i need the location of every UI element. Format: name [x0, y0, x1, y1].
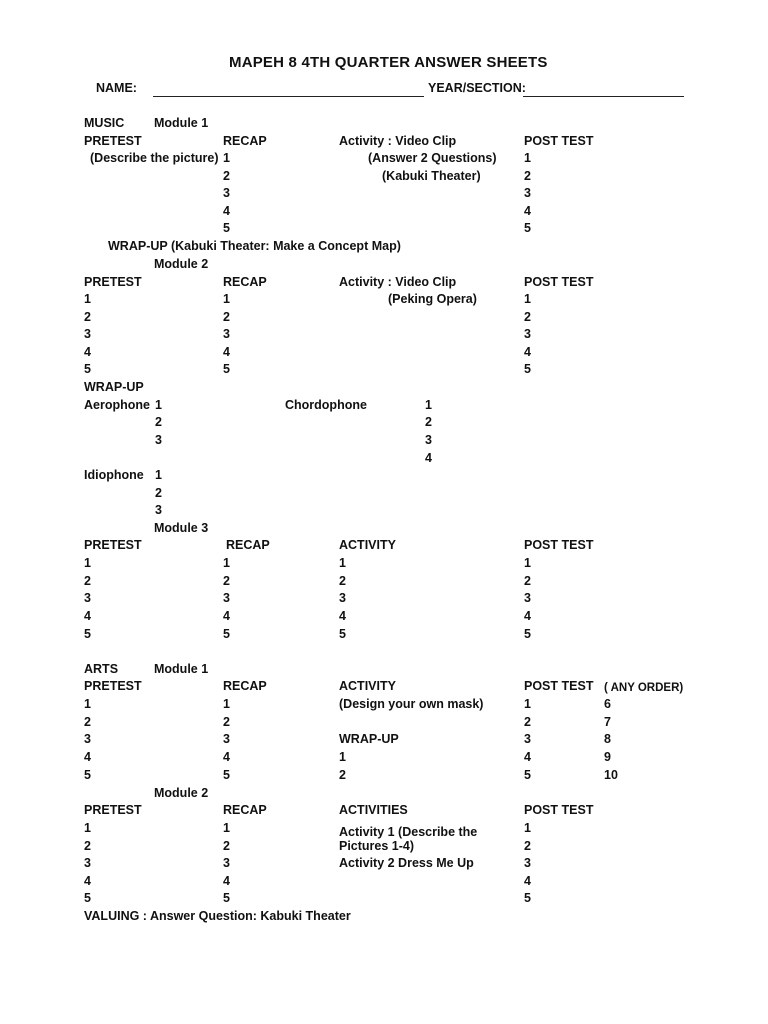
music-m2-recap-item: 2 — [223, 310, 230, 324]
music-m1-recap-item: 5 — [223, 221, 230, 235]
arts-m1-recap-heading: RECAP — [223, 679, 267, 693]
arts-m1-pretest-item: 5 — [84, 768, 91, 782]
music-m3-posttest-item: 4 — [524, 609, 531, 623]
music-m1-title: Module 1 — [154, 116, 209, 130]
arts-m2-posttest-item: 2 — [524, 839, 531, 853]
music-m3-pretest-item: 3 — [84, 591, 91, 605]
music-m2-pretest-item: 2 — [84, 310, 91, 324]
music-m2-wrapup: WRAP-UP — [84, 380, 144, 394]
idiophone-item: 1 — [155, 468, 162, 482]
music-m2-pretest-item: 3 — [84, 327, 91, 341]
music-m1-activity-note: (Answer 2 Questions) — [368, 151, 497, 165]
music-m1-posttest-heading: POST TEST — [524, 134, 594, 148]
music-m1-recap-heading: RECAP — [223, 134, 267, 148]
arts-m2-activity2: Activity 2 Dress Me Up — [339, 856, 474, 870]
music-m1-posttest-item: 1 — [524, 151, 531, 165]
year-section-blank-line — [523, 96, 684, 97]
arts-m1-posttest-item: 1 — [524, 697, 531, 711]
arts-m2-recap-item: 4 — [223, 874, 230, 888]
year-section-label: YEAR/SECTION: — [428, 81, 526, 95]
music-m3-activity-item: 5 — [339, 627, 346, 641]
music-m2-pretest-item: 4 — [84, 345, 91, 359]
music-m3-activity-item: 3 — [339, 591, 346, 605]
arts-m2-posttest-item: 5 — [524, 891, 531, 905]
name-blank-line — [153, 96, 424, 97]
chordophone-item: 1 — [425, 398, 432, 412]
arts-m2-recap-item: 1 — [223, 821, 230, 835]
arts-m1-posttest-item: 4 — [524, 750, 531, 764]
arts-m1-wrapup-item: 2 — [339, 768, 346, 782]
music-m3-pretest-item: 4 — [84, 609, 91, 623]
music-m3-pretest-item: 1 — [84, 556, 91, 570]
arts-m2-recap-item: 3 — [223, 856, 230, 870]
music-m2-posttest-item: 3 — [524, 327, 531, 341]
arts-m2-pretest-item: 1 — [84, 821, 91, 835]
arts-label: ARTS — [84, 662, 119, 676]
music-m1-posttest-item: 3 — [524, 186, 531, 200]
music-m3-posttest-item: 1 — [524, 556, 531, 570]
music-m2-title: Module 2 — [154, 257, 209, 271]
page-title: MAPEH 8 4TH QUARTER ANSWER SHEETS — [229, 54, 548, 71]
music-m3-recap-item: 5 — [223, 627, 230, 641]
arts-m1-posttest-item: 5 — [524, 768, 531, 782]
music-m3-recap-item: 3 — [223, 591, 230, 605]
arts-m1-pretest-item: 3 — [84, 732, 91, 746]
arts-m1-pretest-item: 1 — [84, 697, 91, 711]
arts-m1-any-order-item: 7 — [604, 715, 611, 729]
arts-m1-recap-item: 2 — [223, 715, 230, 729]
music-m2-posttest-item: 4 — [524, 345, 531, 359]
aerophone-item: 1 — [155, 398, 162, 412]
music-m3-pretest-item: 5 — [84, 627, 91, 641]
arts-m1-posttest-item: 2 — [524, 715, 531, 729]
arts-m2-valuing: VALUING : Answer Question: Kabuki Theater — [84, 909, 351, 923]
chordophone-item: 3 — [425, 433, 432, 447]
chordophone-item: 2 — [425, 415, 432, 429]
idiophone-item: 2 — [155, 486, 162, 500]
arts-m1-pretest-heading: PRETEST — [84, 679, 142, 693]
arts-m1-posttest-heading: POST TEST — [524, 679, 594, 693]
arts-m1-recap-item: 1 — [223, 697, 230, 711]
arts-m1-recap-item: 5 — [223, 768, 230, 782]
music-m1-posttest-item: 5 — [524, 221, 531, 235]
arts-m1-pretest-item: 4 — [84, 750, 91, 764]
music-m2-pretest-item: 5 — [84, 362, 91, 376]
arts-m2-pretest-item: 5 — [84, 891, 91, 905]
arts-m2-activity1: Pictures 1-4) — [339, 839, 415, 853]
arts-m1-recap-item: 4 — [223, 750, 230, 764]
arts-m1-pretest-item: 2 — [84, 715, 91, 729]
music-m3-title: Module 3 — [154, 521, 209, 535]
music-m3-activity-heading: ACTIVITY — [339, 538, 396, 552]
arts-m2-recap-heading: RECAP — [223, 803, 267, 817]
music-m2-posttest-item: 5 — [524, 362, 531, 376]
music-m1-pretest-note: (Describe the picture) — [90, 151, 219, 165]
music-m2-posttest-item: 1 — [524, 292, 531, 306]
music-m3-activity-item: 1 — [339, 556, 346, 570]
music-m2-pretest-item: 1 — [84, 292, 91, 306]
aerophone-label: Aerophone — [84, 398, 150, 412]
music-m2-pretest-heading: PRETEST — [84, 275, 142, 289]
arts-m2-activity1: Activity 1 (Describe the — [339, 825, 478, 839]
music-m1-recap-item: 2 — [223, 169, 230, 183]
music-m3-recap-item: 4 — [223, 609, 230, 623]
music-m1-recap-item: 4 — [223, 204, 230, 218]
arts-m1-posttest-item: 3 — [524, 732, 531, 746]
arts-m1-activity-note: (Design your own mask) — [339, 697, 484, 711]
arts-m2-pretest-item: 2 — [84, 839, 91, 853]
arts-m2-activities-heading: ACTIVITIES — [339, 803, 408, 817]
arts-m2-recap-item: 5 — [223, 891, 230, 905]
arts-m1-any-order-note: ( ANY ORDER) — [604, 682, 684, 694]
music-m3-posttest-item: 3 — [524, 591, 531, 605]
music-m1-posttest-item: 2 — [524, 169, 531, 183]
music-m3-activity-item: 4 — [339, 609, 346, 623]
music-m3-posttest-item: 2 — [524, 574, 531, 588]
music-m2-posttest-heading: POST TEST — [524, 275, 594, 289]
chordophone-item: 4 — [425, 451, 432, 465]
arts-m2-recap-item: 2 — [223, 839, 230, 853]
music-m2-recap-heading: RECAP — [223, 275, 267, 289]
music-m3-posttest-item: 5 — [524, 627, 531, 641]
arts-m1-any-order-item: 6 — [604, 697, 611, 711]
music-m1-pretest-heading: PRETEST — [84, 134, 142, 148]
music-m3-pretest-heading: PRETEST — [84, 538, 142, 552]
arts-m1-recap-item: 3 — [223, 732, 230, 746]
arts-m2-title: Module 2 — [154, 786, 209, 800]
music-m3-recap-heading: RECAP — [226, 538, 270, 552]
idiophone-item: 3 — [155, 503, 162, 517]
music-m2-recap-item: 1 — [223, 292, 230, 306]
music-m1-activity-note: (Kabuki Theater) — [382, 169, 481, 183]
idiophone-label: Idiophone — [84, 468, 144, 482]
arts-m2-posttest-item: 4 — [524, 874, 531, 888]
music-m2-activity-note: (Peking Opera) — [388, 292, 477, 306]
arts-m2-pretest-heading: PRETEST — [84, 803, 142, 817]
aerophone-item: 2 — [155, 415, 162, 429]
arts-m2-pretest-item: 3 — [84, 856, 91, 870]
arts-m2-posttest-heading: POST TEST — [524, 803, 594, 817]
music-m3-activity-item: 2 — [339, 574, 346, 588]
music-m2-activity-heading: Activity : Video Clip — [339, 275, 457, 289]
music-m2-recap-item: 5 — [223, 362, 230, 376]
arts-m1-wrapup-item: 1 — [339, 750, 346, 764]
arts-m1-title: Module 1 — [154, 662, 209, 676]
music-m1-wrapup: WRAP-UP (Kabuki Theater: Make a Concept Map) — [108, 239, 401, 253]
music-m1-activity-heading: Activity : Video Clip — [339, 134, 457, 148]
music-m3-recap-item: 2 — [223, 574, 230, 588]
music-m1-posttest-item: 4 — [524, 204, 531, 218]
music-m3-posttest-heading: POST TEST — [524, 538, 594, 552]
music-m2-recap-item: 4 — [223, 345, 230, 359]
music-m2-posttest-item: 2 — [524, 310, 531, 324]
music-m1-recap-item: 3 — [223, 186, 230, 200]
name-label: NAME: — [96, 81, 137, 95]
music-m3-pretest-item: 2 — [84, 574, 91, 588]
arts-m2-posttest-item: 1 — [524, 821, 531, 835]
arts-m1-any-order-item: 10 — [604, 768, 618, 782]
arts-m1-activity-heading: ACTIVITY — [339, 679, 396, 693]
arts-m2-posttest-item: 3 — [524, 856, 531, 870]
arts-m1-any-order-item: 8 — [604, 732, 611, 746]
music-m1-recap-item: 1 — [223, 151, 230, 165]
chordophone-label: Chordophone — [285, 398, 367, 412]
aerophone-item: 3 — [155, 433, 162, 447]
arts-m2-pretest-item: 4 — [84, 874, 91, 888]
music-label: MUSIC — [84, 116, 125, 130]
music-m2-recap-item: 3 — [223, 327, 230, 341]
arts-m1-wrapup-heading: WRAP-UP — [339, 732, 399, 746]
music-m3-recap-item: 1 — [223, 556, 230, 570]
arts-m1-any-order-item: 9 — [604, 750, 611, 764]
